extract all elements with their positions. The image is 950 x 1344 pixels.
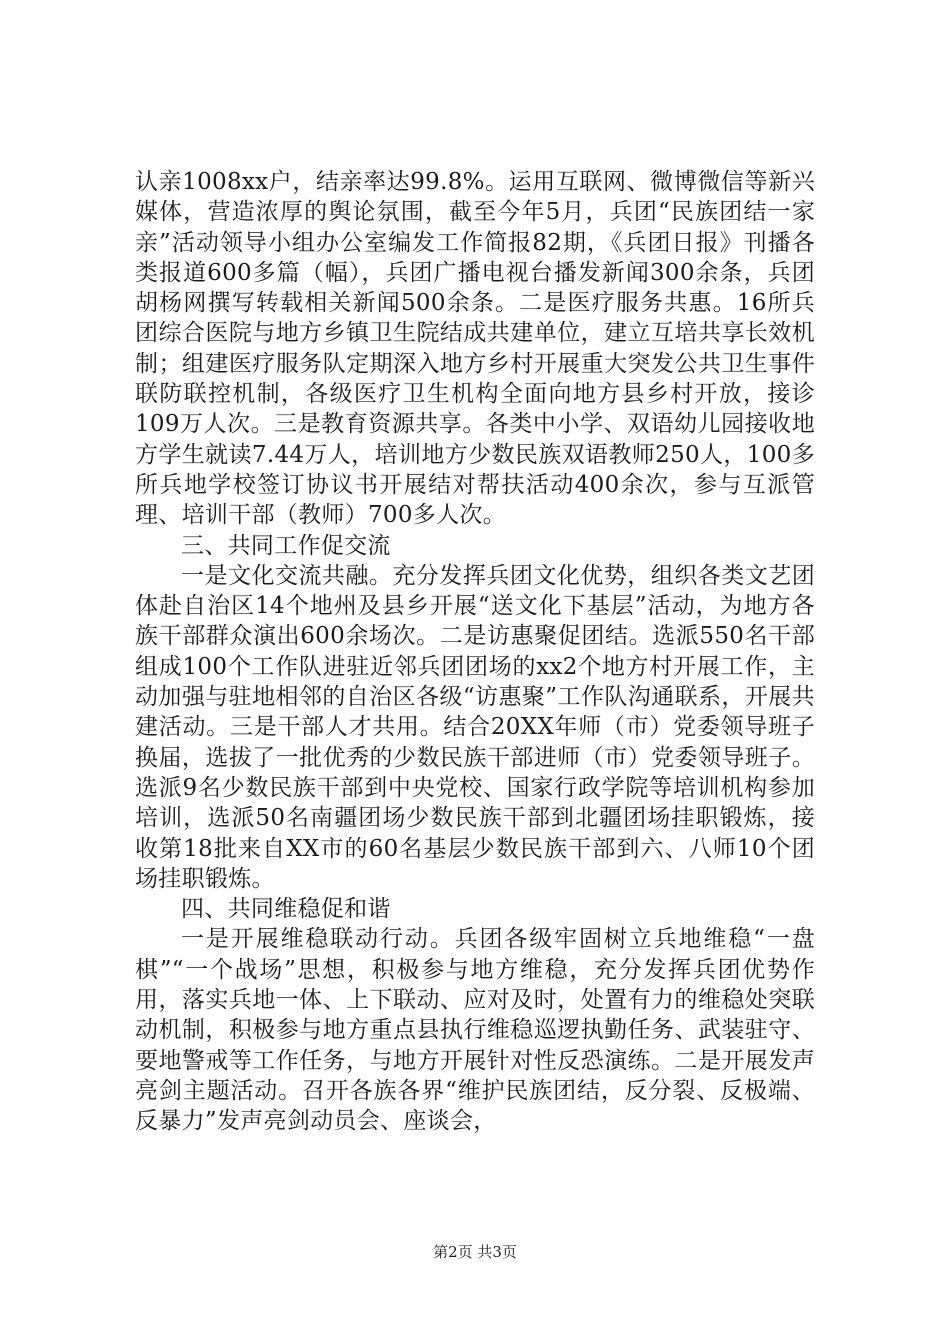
paragraph-3: 一是开展维稳联动行动。兵团各级牢固树立兵地维稳“一盘棋”“一个战场”思想，积极参与地方维稳，充分发挥兵团优势作用，落实兵地一体、上下联动、应对及时，处置有力的维稳处突联动机制，积极参与地方重点县执行维稳巡逻执勤任务、武装驻守、要地警戒等工作任务，与地方开展针对性反恐演练。二是开展发声亮剑主题活动。召开各族各界“维护民族团结，反分裂、反极端、反暴力”发声亮剑动员会、座谈会， (135, 926, 815, 1135)
section-heading-3: 三、共同工作促交流 (181, 532, 391, 559)
paragraph-1: 认亲1008xx户，结亲率达99.8%。运用互联网、微博微信等新兴媒体，营造浓厚的舆论氛围，截至今年5月，兵团“民族团结一家亲”活动领导小组办公室编发工作简报82期，《兵团日报》刊播各类报道600多篇（幅），兵团广播电视台播发新闻300余条，兵团胡杨网撰写转载相关新闻500余条。二是医疗服务共惠。16所兵团综合医院与地方乡镇卫生院结成共建单位，建立互培共享长效机制；组建医疗服务队定期深入地方乡村开展重大突发公共卫生事件联防联控机制，各级医疗卫生机构全面向地方县乡村开放，接诊109万人次。三是教育资源共享。各类中小学、双语幼儿园接收地方学生就读7.44万人，培训地方少数民族双语教师250人，100多所兵地学校签订协议书开展结对帮扶活动400余次，参与互派管理、培训干部（教师）700多人次。 (135, 169, 815, 529)
paragraph-2: 一是文化交流共融。充分发挥兵团文化优势，组织各类文艺团体赴自治区14个地州及县乡开展“送文化下基层”活动，为地方各族干部群众演出600余场次。二是访惠聚促团结。选派550名干部组成100个工作队进驻近邻兵团团场的xx2个地方村开展工作，主动加强与驻地相邻的自治区各级“访惠聚”工作队沟通联系，开展共建活动。三是干部人才共用。结合20XX年师（市）党委领导班子换届，选拔了一批优秀的少数民族干部进师（市）党委领导班子。选派9名少数民族干部到中央党校、国家行政学院等培训机构参加培训，选派50名南疆团场少数民族干部到北疆团场挂职锻炼，接收第18批来自XX市的60名基层少数民族干部到六、八师10个团场挂职锻炼。 (135, 562, 815, 892)
document-body (135, 167, 815, 1137)
page-footer: 第2页 共3页 (433, 1243, 517, 1261)
section-heading-4: 四、共同维稳促和谐 (181, 896, 391, 923)
